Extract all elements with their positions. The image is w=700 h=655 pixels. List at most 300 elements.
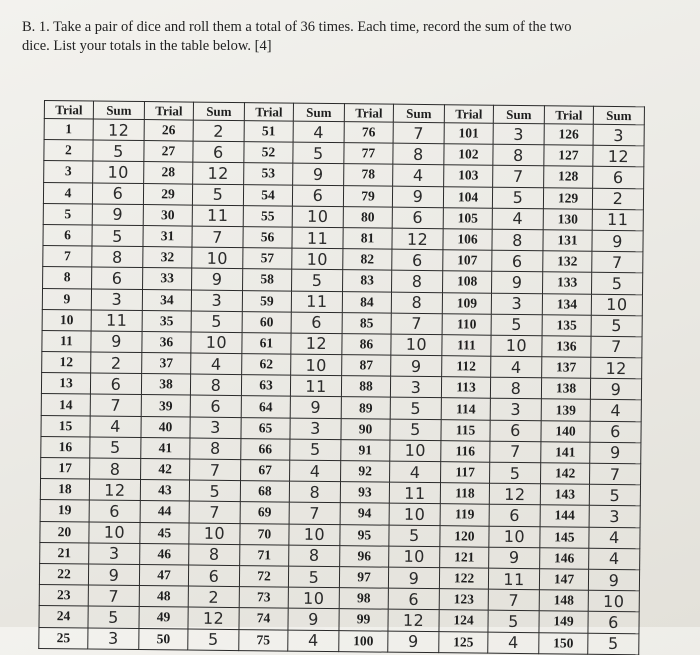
- trial-number-cell: 35: [142, 310, 191, 332]
- sum-cell: 8: [190, 438, 241, 460]
- trial-number-cell: 140: [541, 420, 590, 442]
- sum-cell: 7: [590, 463, 641, 485]
- trial-number-cell: 73: [239, 587, 288, 609]
- sum-cell: 4: [290, 460, 341, 482]
- sum-column-header: Sum: [593, 106, 644, 125]
- sum-cell: 11: [192, 205, 243, 227]
- trial-number-cell: 90: [341, 418, 390, 440]
- trial-number-cell: 88: [341, 376, 390, 398]
- trial-number-cell: 39: [141, 395, 190, 417]
- trial-number-cell: 142: [541, 463, 590, 485]
- sum-cell: 8: [92, 246, 143, 268]
- trial-number-cell: 109: [442, 292, 491, 314]
- trial-number-cell: 18: [40, 479, 89, 501]
- trial-number-cell: 143: [540, 484, 589, 506]
- sum-cell: 8: [190, 374, 241, 396]
- sum-cell: 10: [93, 161, 144, 183]
- sum-cell: 5: [188, 629, 239, 651]
- trial-number-cell: 119: [440, 504, 489, 526]
- trial-number-cell: 129: [543, 187, 592, 209]
- trial-number-cell: 110: [442, 313, 491, 335]
- trial-number-cell: 141: [541, 442, 590, 464]
- trial-number-cell: 1: [44, 119, 93, 141]
- trial-number-cell: 124: [439, 610, 488, 632]
- trial-number-cell: 6: [43, 224, 92, 246]
- trial-number-cell: 78: [344, 164, 393, 186]
- sum-cell: 7: [88, 585, 139, 607]
- sum-cell: 10: [491, 335, 542, 357]
- sum-cell: 12: [392, 228, 443, 250]
- trial-number-cell: 41: [141, 437, 190, 459]
- trial-number-cell: 60: [242, 311, 291, 333]
- sum-cell: 10: [192, 247, 243, 269]
- sum-cell: 5: [293, 142, 344, 164]
- instructions: [22, 18, 672, 56]
- sum-cell: 7: [190, 459, 241, 481]
- trial-number-cell: 66: [241, 438, 290, 460]
- sum-cell: 9: [392, 186, 443, 208]
- trial-number-cell: 2: [44, 140, 93, 162]
- trial-number-cell: 22: [39, 563, 88, 585]
- trial-number-cell: 21: [40, 542, 89, 564]
- trial-number-cell: 32: [143, 247, 192, 269]
- sum-cell: 10: [588, 590, 639, 612]
- trial-number-cell: 72: [239, 566, 288, 588]
- sum-cell: 12: [591, 357, 642, 379]
- sum-cell: 6: [89, 500, 140, 522]
- sum-cell: 9: [391, 355, 442, 377]
- trial-number-cell: 46: [140, 543, 189, 565]
- sum-cell: 8: [289, 545, 340, 567]
- sum-cell: 3: [491, 293, 542, 315]
- trial-number-cell: 137: [542, 357, 591, 379]
- sum-cell: 4: [288, 630, 339, 652]
- sum-cell: 5: [592, 273, 643, 295]
- trial-column-header: Trial: [444, 105, 493, 124]
- sum-cell: 9: [590, 378, 641, 400]
- sum-cell: 9: [489, 547, 540, 569]
- sum-cell: 5: [390, 398, 441, 420]
- sum-cell: 7: [189, 501, 240, 523]
- trial-number-cell: 130: [543, 208, 592, 230]
- trial-number-cell: 104: [443, 186, 492, 208]
- sum-cell: 4: [393, 165, 444, 187]
- trial-number-cell: 20: [40, 521, 89, 543]
- sum-cell: 3: [490, 399, 541, 421]
- sum-cell: 7: [488, 589, 539, 611]
- sum-cell: 7: [289, 502, 340, 524]
- sum-cell: 11: [592, 209, 643, 231]
- trial-number-cell: 67: [241, 460, 290, 482]
- trial-number-cell: 120: [440, 525, 489, 547]
- trial-number-cell: 84: [342, 291, 391, 313]
- trial-number-cell: 63: [241, 375, 290, 397]
- sum-column-header: Sum: [393, 104, 444, 123]
- sum-cell: 9: [88, 564, 139, 586]
- sum-cell: 12: [193, 162, 244, 184]
- trial-number-cell: 53: [244, 163, 293, 185]
- sum-cell: 5: [389, 525, 440, 547]
- sum-cell: 10: [390, 440, 441, 462]
- trial-number-cell: 126: [544, 124, 593, 146]
- sum-cell: 3: [89, 543, 140, 565]
- trial-number-cell: 3: [44, 161, 93, 183]
- instructions-line-2: dice. List your totals in the table below. [4]: [22, 38, 272, 54]
- trial-number-cell: 86: [342, 334, 391, 356]
- trial-number-cell: 83: [343, 270, 392, 292]
- sum-cell: 7: [192, 226, 243, 248]
- sum-cell: 5: [588, 633, 639, 655]
- sum-cell: 6: [590, 421, 641, 443]
- trial-number-cell: 44: [140, 501, 189, 523]
- sum-cell: 5: [93, 140, 144, 162]
- trial-number-cell: 80: [343, 206, 392, 228]
- sum-cell: 8: [392, 270, 443, 292]
- trial-number-cell: 47: [139, 564, 188, 586]
- sum-cell: 10: [389, 546, 440, 568]
- sum-column-header: Sum: [93, 101, 144, 120]
- trial-number-cell: 77: [344, 143, 393, 165]
- sum-cell: 6: [90, 373, 141, 395]
- trial-number-cell: 144: [540, 505, 589, 527]
- sum-cell: 5: [90, 437, 141, 459]
- sum-cell: 9: [388, 567, 439, 589]
- trial-column-header: Trial: [544, 106, 593, 125]
- sum-cell: 8: [492, 229, 543, 251]
- trial-number-cell: 76: [344, 122, 393, 144]
- sum-cell: 11: [488, 568, 539, 590]
- trial-number-cell: 51: [244, 121, 293, 143]
- sum-cell: 6: [489, 505, 540, 527]
- trial-number-cell: 125: [439, 631, 488, 653]
- trial-number-cell: 69: [240, 502, 289, 524]
- trial-number-cell: 127: [544, 145, 593, 167]
- sum-cell: 3: [589, 506, 640, 528]
- trial-number-cell: 131: [543, 230, 592, 252]
- trial-number-cell: 27: [144, 141, 193, 163]
- sum-cell: 6: [92, 183, 143, 205]
- trial-number-cell: 24: [39, 606, 88, 628]
- trial-number-cell: 26: [144, 120, 193, 142]
- sum-cell: 2: [91, 352, 142, 374]
- trial-number-cell: 43: [140, 480, 189, 502]
- trial-number-cell: 98: [339, 588, 388, 610]
- trial-number-cell: 40: [141, 416, 190, 438]
- trial-number-cell: 48: [139, 586, 188, 608]
- trial-number-cell: 38: [141, 374, 190, 396]
- sum-cell: 6: [492, 250, 543, 272]
- trial-number-cell: 108: [443, 271, 492, 293]
- trial-number-cell: 71: [240, 544, 289, 566]
- trial-number-cell: 75: [239, 629, 288, 651]
- trial-number-cell: 96: [340, 545, 389, 567]
- trial-number-cell: 121: [440, 546, 489, 568]
- trial-number-cell: 95: [340, 524, 389, 546]
- trial-number-cell: 147: [539, 569, 588, 591]
- sum-cell: 5: [490, 462, 541, 484]
- sum-cell: 9: [91, 331, 142, 353]
- sum-cell: 10: [391, 334, 442, 356]
- trial-number-cell: 87: [342, 355, 391, 377]
- trial-number-cell: 25: [39, 627, 88, 649]
- sum-cell: 3: [593, 124, 644, 146]
- trial-number-cell: 100: [339, 630, 388, 652]
- sum-cell: 6: [292, 185, 343, 207]
- trial-number-cell: 28: [144, 162, 193, 184]
- trial-number-cell: 115: [441, 419, 490, 441]
- sum-cell: 6: [392, 207, 443, 229]
- trial-number-cell: 34: [142, 289, 191, 311]
- sum-cell: 12: [93, 119, 144, 141]
- trial-column-header: Trial: [144, 102, 193, 121]
- sum-cell: 10: [291, 354, 342, 376]
- sum-cell: 5: [92, 225, 143, 247]
- sum-cell: 10: [292, 248, 343, 270]
- trial-number-cell: 56: [243, 227, 292, 249]
- trial-number-cell: 57: [243, 248, 292, 270]
- sum-cell: 12: [489, 483, 540, 505]
- sum-cell: 7: [393, 122, 444, 144]
- sum-cell: 5: [189, 480, 240, 502]
- sum-cell: 12: [188, 607, 239, 629]
- sum-cell: 8: [289, 481, 340, 503]
- trial-number-cell: 149: [539, 611, 588, 633]
- trial-number-cell: 14: [41, 394, 90, 416]
- sum-cell: 5: [192, 184, 243, 206]
- trial-number-cell: 50: [139, 628, 188, 650]
- sum-cell: 10: [288, 587, 339, 609]
- sum-column-header: Sum: [493, 105, 544, 124]
- sum-cell: 8: [393, 143, 444, 165]
- sum-cell: 5: [589, 484, 640, 506]
- sum-cell: 4: [191, 353, 242, 375]
- sum-cell: 6: [388, 588, 439, 610]
- sum-cell: 4: [90, 416, 141, 438]
- trial-number-cell: 111: [442, 335, 491, 357]
- sum-cell: 5: [191, 311, 242, 333]
- trial-number-cell: 70: [240, 523, 289, 545]
- trial-number-cell: 68: [240, 481, 289, 503]
- sum-cell: 10: [489, 526, 540, 548]
- sum-cell: 2: [188, 586, 239, 608]
- trial-number-cell: 74: [239, 608, 288, 630]
- trial-number-cell: 23: [39, 585, 88, 607]
- sum-cell: 11: [291, 291, 342, 313]
- trial-number-cell: 12: [42, 352, 91, 374]
- sum-cell: 9: [588, 569, 639, 591]
- trial-number-cell: 42: [141, 459, 190, 481]
- sum-cell: 11: [91, 310, 142, 332]
- trial-number-cell: 123: [439, 589, 488, 611]
- sum-cell: 5: [290, 439, 341, 461]
- sum-cell: 8: [189, 544, 240, 566]
- sum-cell: 6: [490, 420, 541, 442]
- trial-number-cell: 106: [443, 229, 492, 251]
- sum-cell: 7: [391, 313, 442, 335]
- trial-number-cell: 99: [339, 609, 388, 631]
- trial-number-cell: 82: [343, 249, 392, 271]
- trial-number-cell: 133: [543, 272, 592, 294]
- sum-cell: 6: [588, 612, 639, 634]
- sum-cell: 2: [592, 188, 643, 210]
- sum-cell: 6: [193, 141, 244, 163]
- trial-number-cell: 85: [342, 312, 391, 334]
- sum-cell: 7: [90, 394, 141, 416]
- trial-number-cell: 94: [340, 503, 389, 525]
- sum-cell: 6: [291, 312, 342, 334]
- sum-cell: 3: [88, 627, 139, 649]
- sum-cell: 3: [290, 418, 341, 440]
- trial-number-cell: 145: [540, 526, 589, 548]
- trial-column-header: Trial: [44, 101, 93, 120]
- sum-cell: 4: [390, 461, 441, 483]
- sum-cell: 6: [392, 249, 443, 271]
- trial-number-cell: 30: [143, 204, 192, 226]
- trial-number-cell: 54: [243, 184, 292, 206]
- sum-cell: 10: [289, 524, 340, 546]
- trial-number-cell: 91: [341, 439, 390, 461]
- trial-number-cell: 116: [441, 440, 490, 462]
- trial-number-cell: 49: [139, 607, 188, 629]
- sum-cell: 5: [488, 610, 539, 632]
- trial-number-cell: 81: [343, 228, 392, 250]
- trial-number-cell: 138: [541, 378, 590, 400]
- trial-number-cell: 62: [242, 354, 291, 376]
- sum-cell: 12: [89, 479, 140, 501]
- sum-cell: 8: [490, 377, 541, 399]
- dice-results-table: [38, 100, 645, 655]
- sum-cell: 3: [493, 123, 544, 145]
- sum-cell: 9: [388, 631, 439, 653]
- trial-column-header: Trial: [244, 103, 293, 122]
- trial-number-cell: 11: [42, 330, 91, 352]
- sum-cell: 12: [291, 333, 342, 355]
- sum-cell: 3: [390, 376, 441, 398]
- sum-cell: 4: [492, 208, 543, 230]
- trial-number-cell: 117: [441, 462, 490, 484]
- sum-cell: 9: [92, 204, 143, 226]
- sum-cell: 3: [190, 417, 241, 439]
- trial-number-cell: 112: [442, 356, 491, 378]
- sum-cell: 7: [493, 166, 544, 188]
- trial-number-cell: 19: [40, 500, 89, 522]
- sum-cell: 5: [88, 606, 139, 628]
- trial-number-cell: 59: [242, 290, 291, 312]
- sum-cell: 4: [589, 548, 640, 570]
- sum-cell: 8: [493, 144, 544, 166]
- trial-number-cell: 146: [540, 547, 589, 569]
- instructions-line-1: B. 1. Take a pair of dice and roll them a total of 36 times. Each time, record the sum of the two: [22, 19, 572, 35]
- sum-cell: 5: [292, 269, 343, 291]
- trial-number-cell: 52: [244, 142, 293, 164]
- trial-number-cell: 17: [41, 457, 90, 479]
- sum-cell: 5: [492, 187, 543, 209]
- trial-column-header: Trial: [344, 104, 393, 123]
- trial-number-cell: 132: [543, 251, 592, 273]
- trial-number-cell: 93: [340, 482, 389, 504]
- sum-cell: 7: [490, 441, 541, 463]
- trial-number-cell: 107: [443, 250, 492, 272]
- sum-cell: 6: [188, 565, 239, 587]
- trial-number-cell: 97: [339, 567, 388, 589]
- trial-number-cell: 15: [41, 415, 90, 437]
- dice-results-table-container: [38, 100, 645, 655]
- trial-number-cell: 29: [143, 183, 192, 205]
- sum-cell: 12: [593, 145, 644, 167]
- trial-number-cell: 122: [439, 568, 488, 590]
- sum-cell: 9: [288, 608, 339, 630]
- trial-number-cell: 16: [41, 436, 90, 458]
- sum-cell: 11: [290, 375, 341, 397]
- sum-cell: 11: [389, 482, 440, 504]
- trial-number-cell: 61: [242, 332, 291, 354]
- sum-cell: 7: [591, 336, 642, 358]
- trial-number-cell: 13: [41, 373, 90, 395]
- trial-number-cell: 36: [142, 331, 191, 353]
- sum-cell: 9: [492, 272, 543, 294]
- trial-number-cell: 79: [343, 185, 392, 207]
- trial-number-cell: 118: [440, 483, 489, 505]
- sum-cell: 7: [592, 251, 643, 273]
- sum-column-header: Sum: [293, 103, 344, 122]
- trial-number-cell: 8: [43, 267, 92, 289]
- trial-number-cell: 37: [142, 353, 191, 375]
- sum-cell: 6: [593, 167, 644, 189]
- trial-number-cell: 136: [542, 336, 591, 358]
- sum-cell: 10: [292, 206, 343, 228]
- trial-number-cell: 105: [443, 207, 492, 229]
- trial-number-cell: 114: [441, 398, 490, 420]
- trial-number-cell: 128: [544, 166, 593, 188]
- sum-cell: 10: [189, 523, 240, 545]
- sum-column-header: Sum: [193, 102, 244, 121]
- trial-number-cell: 10: [42, 309, 91, 331]
- sum-cell: 10: [89, 522, 140, 544]
- trial-number-cell: 58: [243, 269, 292, 291]
- sum-cell: 8: [391, 292, 442, 314]
- trial-number-cell: 65: [241, 417, 290, 439]
- trial-number-cell: 92: [341, 461, 390, 483]
- trial-number-cell: 101: [444, 123, 493, 145]
- sum-cell: 4: [293, 121, 344, 143]
- sum-cell: 4: [488, 632, 539, 654]
- sum-cell: 9: [192, 268, 243, 290]
- sum-cell: 10: [389, 504, 440, 526]
- trial-number-cell: 134: [542, 293, 591, 315]
- trial-number-cell: 148: [539, 590, 588, 612]
- trial-number-cell: 113: [441, 377, 490, 399]
- sum-cell: 6: [190, 395, 241, 417]
- trial-number-cell: 5: [43, 203, 92, 225]
- trial-number-cell: 135: [542, 314, 591, 336]
- sum-cell: 8: [90, 458, 141, 480]
- sum-cell: 9: [290, 397, 341, 419]
- sum-cell: 6: [92, 267, 143, 289]
- sum-cell: 9: [293, 163, 344, 185]
- sum-cell: 4: [590, 400, 641, 422]
- trial-number-cell: 31: [143, 225, 192, 247]
- sum-cell: 5: [390, 419, 441, 441]
- sum-cell: 10: [591, 294, 642, 316]
- sum-cell: 5: [288, 566, 339, 588]
- sum-cell: 11: [292, 227, 343, 249]
- trial-number-cell: 89: [341, 397, 390, 419]
- sum-cell: 3: [91, 289, 142, 311]
- trial-number-cell: 9: [42, 288, 91, 310]
- trial-number-cell: 7: [43, 246, 92, 268]
- sum-cell: 4: [491, 356, 542, 378]
- sum-cell: 10: [191, 332, 242, 354]
